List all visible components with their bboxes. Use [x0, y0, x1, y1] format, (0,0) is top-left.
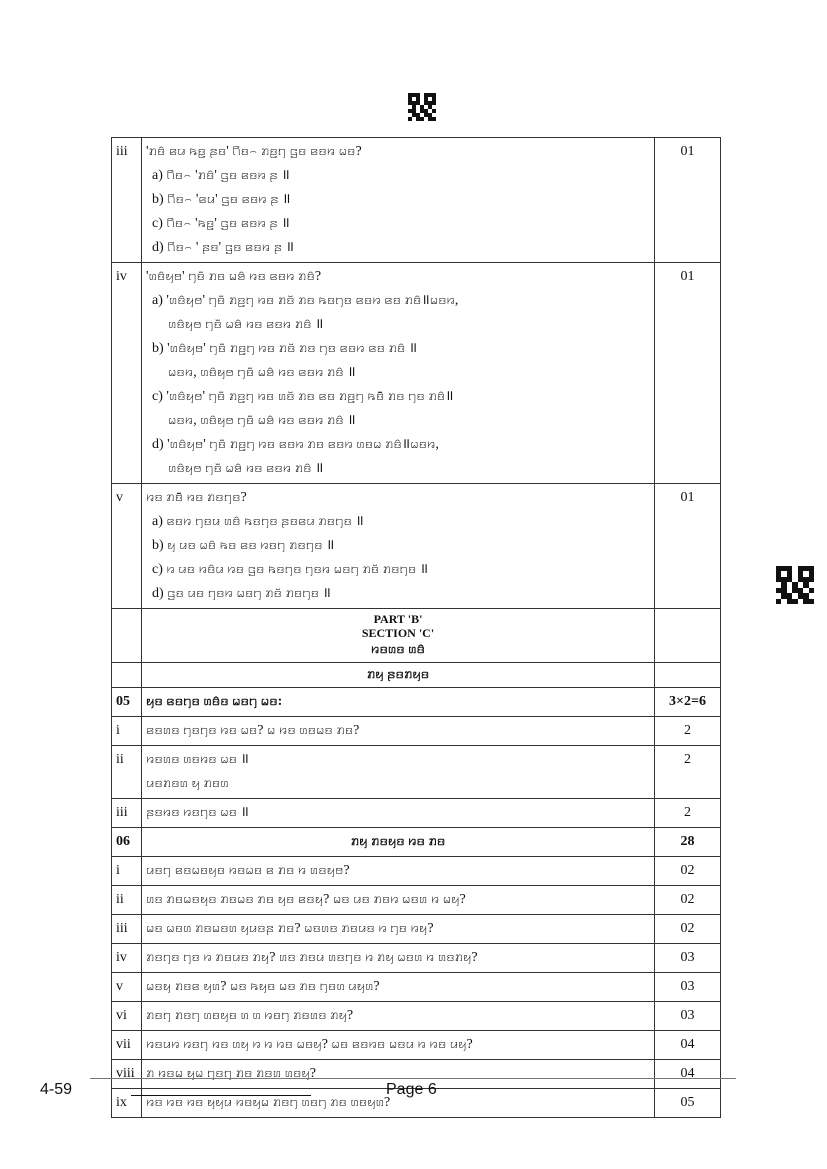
question-number: 06 — [112, 828, 142, 857]
question-number: vi — [112, 1002, 142, 1031]
question-text: ꤕꤢꤛꤢ ꤚꤢꤚꤢ ꤙꤢ ꤗꤢ? ꤗ ꤙꤢ ꤛꤢꤗꤢ ꤊꤢ? — [142, 717, 655, 746]
question-number: vii — [112, 1031, 142, 1060]
question-number: 05 — [112, 688, 142, 717]
page-number: Page 6 — [386, 1081, 437, 1098]
part-header — [142, 609, 655, 663]
question-text: ꤟꤢ ꤕꤢꤚꤢ ꤛꤢꤨꤢ ꤗꤢꤚ ꤗꤢ: — [142, 688, 655, 717]
question-table — [111, 137, 721, 1118]
question-text: ꤗꤢ ꤗꤢꤛ ꤊꤢꤗꤢꤛ ꤟꤣꤢꤔ ꤊꤢ? ꤗꤢꤛꤢ ꤊꤢꤣꤢ ꤙ ꤚꤢ ꤙꤟ? — [142, 915, 655, 944]
table-row — [112, 915, 721, 944]
question-cell — [142, 484, 655, 609]
table-row — [112, 263, 721, 484]
question-text: ꤙꤢꤛꤢ ꤛꤢꤙꤢ ꤗꤢ ॥ — [146, 752, 249, 767]
option-text: ꤗꤢꤙ, ꤛꤢꤨꤟꤥ ꤚꤢꤪ ꤗꤤꤨ ꤙꤢ ꤕꤢꤙ ꤊꤢꤨ ॥ — [168, 413, 356, 428]
question-number: v — [112, 973, 142, 1002]
option-text: d) 'ꤛꤢꤨꤟꤥ' ꤚꤢꤪ ꤊꤢ꤬ꤚ ꤙꤢ ꤕꤢꤙ ꤊꤢ ꤕꤢꤙ ꤛꤢꤗ ꤊꤢꤨ॥ꤗꤢꤙ, — [152, 437, 439, 452]
option-text: c) ꤖꤢ꤮ 'ꤒꤢ꤭' ꤞꤢ ꤕꤢꤙ ꤔ ॥ — [152, 216, 290, 231]
table-row — [112, 857, 721, 886]
table-row — [112, 746, 721, 799]
table-row — [112, 609, 721, 663]
option-text: a) ꤖꤢ꤮ 'ꤊꤢꤨ' ꤞꤢ ꤕꤢꤙ ꤔ ॥ — [152, 168, 290, 183]
question-cell — [142, 138, 655, 263]
table-row — [112, 828, 721, 857]
marks-value: 02 — [655, 886, 721, 915]
question-text: ꤙꤢꤣꤙ ꤙꤢꤚ ꤙꤢ ꤛꤟ ꤙ ꤙ ꤙꤢ ꤗꤢꤟ? ꤗꤢ ꤕꤢꤙꤢ ꤗꤢꤣ ꤙ ꤙꤢ ꤣꤟ? — [142, 1031, 655, 1060]
footer-underline — [131, 1095, 311, 1096]
part-label: PART 'B' — [373, 612, 423, 626]
option-text: ꤗꤢꤙ, ꤛꤢꤨꤟꤥ ꤚꤢꤪ ꤗꤤꤨ ꤙꤢ ꤕꤢꤙ ꤊꤢꤨ ॥ — [168, 365, 356, 380]
question-number: i — [112, 717, 142, 746]
marks-value: 2 — [655, 717, 721, 746]
qr-code-icon — [408, 93, 436, 121]
marks-value: 04 — [655, 1031, 721, 1060]
marks-value: 01 — [655, 484, 721, 609]
question-number: ii — [112, 886, 142, 915]
question-number: iv — [112, 263, 142, 484]
subsection-title: ꤊꤟ ꤔꤢꤊꤟꤢ — [142, 663, 655, 688]
marks-value: 05 — [655, 1089, 721, 1118]
question-number: ix — [112, 1089, 142, 1118]
qr-code-icon — [776, 566, 814, 604]
marks-value: 28 — [655, 828, 721, 857]
question-number: iii — [112, 799, 142, 828]
marks-value: 03 — [655, 944, 721, 973]
question-text: ꤙꤢ ꤙꤢ ꤙꤢ ꤟꤟꤣ ꤙꤢꤟꤗ ꤊꤢꤚ ꤛꤢꤚ ꤊꤢ ꤛꤢꤟꤛ? — [142, 1089, 655, 1118]
table-row — [112, 484, 721, 609]
question-text: ꤊꤢꤚꤢ ꤚꤢ ꤙ ꤊꤢꤣꤢ ꤊꤟ? ꤛꤢ ꤊꤢꤣ ꤛꤢꤚꤢ ꤙ ꤊꤟ ꤗꤢꤛ ꤙ ꤛꤢꤊꤟ? — [142, 944, 655, 973]
option-text: b) ꤖꤢ꤮ 'ꤕꤣ' ꤞꤢ ꤕꤢꤙ ꤔ ॥ — [152, 192, 291, 207]
table-row — [112, 1002, 721, 1031]
question-text: ꤣꤢꤊꤢꤛ ꤟ ꤊꤢꤛ — [146, 776, 229, 791]
question-text: ꤗꤢꤟ ꤊꤢꤕ ꤟꤛ? ꤗꤢ ꤒꤟꤢ ꤗꤢ ꤊꤢ ꤚꤢꤛ ꤣꤟꤛ? — [142, 973, 655, 1002]
table-row — [112, 973, 721, 1002]
question-number: iv — [112, 944, 142, 973]
question-number: ii — [112, 746, 142, 799]
marks-value: 2 — [655, 746, 721, 799]
option-text: ꤛꤢꤨꤟꤥ ꤚꤢꤪ ꤗꤤꤨ ꤙꤢ ꤕꤢꤙ ꤊꤢꤨ ॥ — [168, 461, 324, 476]
marks-value: 3×2=6 — [655, 688, 721, 717]
option-text: a) 'ꤛꤢꤨꤟꤥ' ꤚꤢꤪ ꤊꤢ꤬ꤚ ꤙꤢ ꤊꤢꤩ ꤊꤢ ꤒꤢꤚꤢ ꤕꤢꤙ ꤕꤢ ꤊꤢꤨ॥ꤗꤢꤙ, — [152, 293, 459, 308]
table-row — [112, 717, 721, 746]
option-text: c) ꤙ ꤣꤢ ꤙꤢꤨꤣ ꤙꤢ ꤞꤢ ꤒꤢꤚꤢ ꤚꤢꤙ ꤗꤢꤚ ꤊꤢꤩ ꤊꤢꤚꤢ ॥ — [152, 562, 429, 577]
marks-value: 2 — [655, 799, 721, 828]
marks-value: 04 — [655, 1060, 721, 1089]
table-row — [112, 944, 721, 973]
table-row — [112, 886, 721, 915]
marks-value: 02 — [655, 915, 721, 944]
option-text: ꤛꤢꤨꤟꤥ ꤚꤢꤪ ꤗꤤꤨ ꤙꤢ ꤕꤢꤙ ꤊꤢꤨ ॥ — [168, 317, 324, 332]
marks-value: 02 — [655, 857, 721, 886]
option-text: d) ꤞꤢ ꤣꤢ ꤚꤢꤙ ꤗꤢꤚ ꤊꤢꤩ ꤊꤢꤚꤢ ॥ — [152, 586, 331, 601]
question-number: iii — [112, 138, 142, 263]
option-text: d) ꤖꤢ꤮ ' ꤔꤢ' ꤞꤢ ꤕꤢꤙ ꤔ ॥ — [152, 240, 294, 255]
question-number: iii — [112, 915, 142, 944]
question-text: 'ꤊꤢꤨ ꤕꤣ ꤒꤢ꤭ ꤔꤢ' ꤖꤢ꤮ ꤊꤢ꤬ꤚ ꤞꤢ ꤕꤢꤙ ꤗꤢ? — [146, 144, 362, 159]
question-text: 'ꤛꤢꤨꤟꤥ' ꤚꤢꤪ ꤊꤢ ꤗꤤꤨ ꤙꤢ ꤕꤢꤙ ꤊꤢꤨ? — [146, 269, 322, 284]
option-text: c) 'ꤛꤢꤨꤟꤥ' ꤚꤢꤪ ꤊꤢ꤬ꤚ ꤙꤢ ꤛꤢꤩ ꤊꤢ ꤕꤢ ꤊꤢ꤬ꤚ ꤒꤢꤨꤩ ꤊꤢ ꤚꤢ ꤊꤢꤨ॥ — [152, 389, 454, 404]
table-row — [112, 799, 721, 828]
option-text: b) ꤟ ꤣꤢ ꤗꤢꤨ ꤒꤢ ꤕꤢ ꤙꤢꤚ ꤊꤢꤚꤢ ॥ — [152, 538, 335, 553]
table-row — [112, 138, 721, 263]
question-text: ꤛꤢ ꤊꤢꤗꤢꤟꤢ ꤊꤢꤗꤢ ꤊꤢ ꤟꤢ ꤕꤢꤟ? ꤗꤢ ꤣꤢ ꤊꤢꤙ ꤗꤢꤛ ꤙ ꤗꤟ? — [142, 886, 655, 915]
question-text: ꤣꤢꤚ ꤕꤢꤗꤢꤟꤢ ꤙꤢꤗꤢ ꤕ ꤊꤢ ꤙ ꤛꤢꤟꤥ? — [142, 857, 655, 886]
marks-value: 01 — [655, 263, 721, 484]
option-text: b) 'ꤛꤢꤨꤟꤥ' ꤚꤢꤪ ꤊꤢ꤬ꤚ ꤙꤢ ꤊꤢꤩ ꤊꤢ ꤚꤢ ꤕꤢꤙ ꤕꤢ ꤊꤢꤨ ॥ — [152, 341, 418, 356]
table-row — [112, 688, 721, 717]
question-text: ꤊꤢꤚ ꤊꤢꤚ ꤛꤢꤟꤢ ꤛ ꤛ ꤙꤢꤚ ꤊꤢꤛꤢ ꤊꤟ? — [142, 1002, 655, 1031]
marks-value: 01 — [655, 138, 721, 263]
section-label: SECTION 'C' — [361, 626, 435, 640]
footer-code: 4-59 — [40, 1081, 73, 1098]
question-number: v — [112, 484, 142, 609]
table-row — [112, 663, 721, 688]
question-cell — [142, 263, 655, 484]
table-row — [112, 1031, 721, 1060]
question-cell — [142, 746, 655, 799]
question-text: ꤙꤢ ꤊꤢꤨꤩ ꤙꤢ ꤊꤢꤚꤢ? — [146, 490, 247, 505]
question-text: ꤔꤢꤙꤢ ꤙꤢꤚꤢ ꤗꤢ ॥ — [142, 799, 655, 828]
section-script-title: ꤙꤢꤛꤢ ꤛꤢꤨ — [371, 642, 425, 657]
marks-value: 03 — [655, 973, 721, 1002]
option-text: a) ꤕꤢꤙ ꤚꤢꤣ ꤛꤢꤨ ꤒꤢꤚꤢ ꤔꤢꤕꤣ ꤊꤢꤚꤢ ॥ — [152, 514, 364, 529]
question-number: i — [112, 857, 142, 886]
question-text: ꤊꤟ ꤊꤢꤟꤢ ꤙꤢ ꤊꤢ — [142, 828, 655, 857]
question-number: viii — [112, 1060, 142, 1089]
question-text: ꤊ ꤙꤢꤗ ꤟꤗ ꤚꤢꤚ ꤊꤢ ꤊꤢꤛ ꤛꤢꤟ? — [142, 1060, 655, 1089]
marks-value: 03 — [655, 1002, 721, 1031]
footer-divider — [90, 1078, 736, 1079]
